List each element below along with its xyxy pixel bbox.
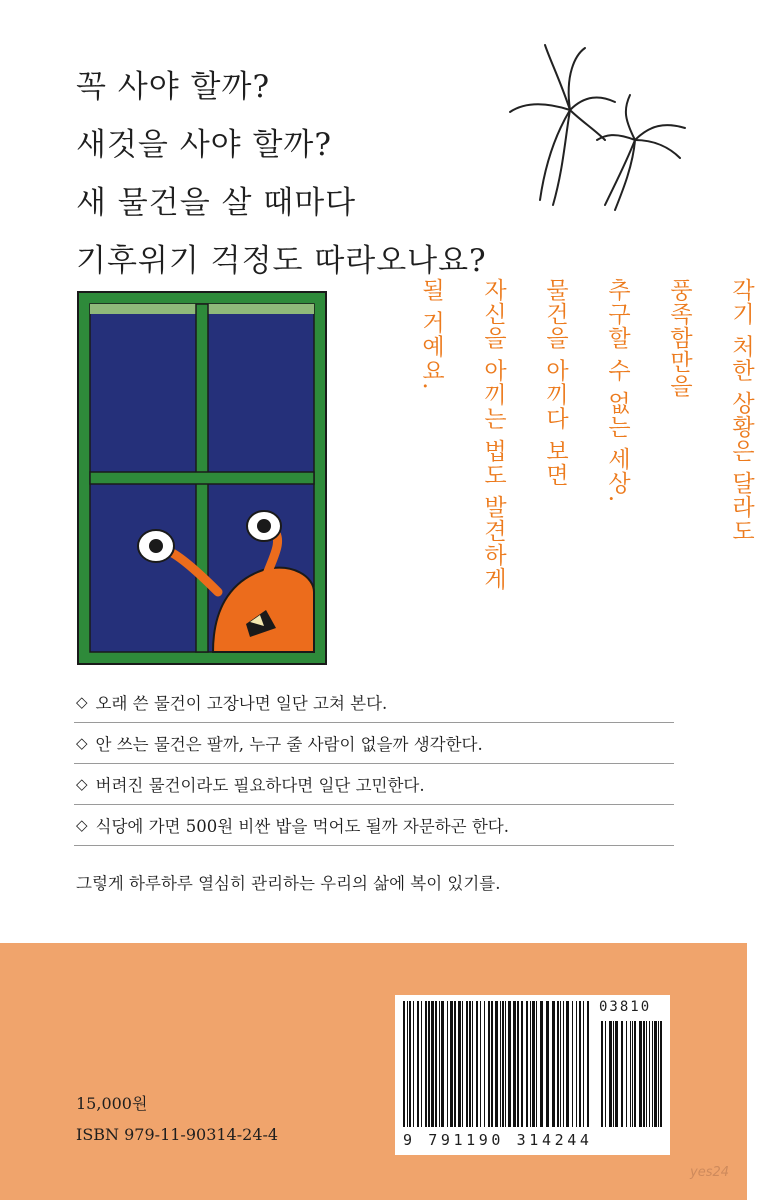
barcode-addon-bar <box>601 1021 603 1127</box>
barcode-bar <box>530 1001 531 1127</box>
barcode-bars <box>395 995 670 1135</box>
headline-line-3: 새 물건을 살 때마다 <box>76 185 357 221</box>
barcode-bar <box>466 1001 468 1127</box>
barcode-addon-bar <box>630 1021 631 1127</box>
vertical-line-1: 각기 처한 상황은 달라도 <box>728 278 754 543</box>
vertical-line-3: 추구할 수 없는 세상. <box>604 278 630 504</box>
barcode-addon-bar <box>639 1021 642 1127</box>
diamond-icon: ◇ <box>76 693 88 711</box>
barcode-bar <box>413 1001 414 1127</box>
isbn: ISBN 979-11-90314-24-4 <box>76 1125 279 1144</box>
barcode-addon-bar <box>654 1021 657 1127</box>
barcode-bar <box>469 1001 471 1127</box>
barcode-bar <box>536 1001 537 1127</box>
window-illustration <box>78 292 326 664</box>
headline-line-2: 새것을 사야 할까? <box>76 127 332 163</box>
barcode-bar <box>462 1001 463 1127</box>
list-item-text: 버려진 물건이라도 필요하다면 일단 고민한다. <box>95 776 425 795</box>
barcode-bar <box>428 1001 430 1127</box>
closing-text: 그렇게 하루하루 열심히 관리하는 우리의 삶에 복이 있기를. <box>76 874 501 893</box>
barcode-bar <box>447 1001 448 1127</box>
barcode-bar <box>472 1001 473 1127</box>
barcode-addon-bar <box>646 1021 647 1127</box>
barcode-bar <box>513 1001 516 1127</box>
barcode-digits: 9 791190 314244 <box>403 1131 593 1149</box>
barcode-bar <box>546 1001 549 1127</box>
list-item <box>74 805 674 846</box>
barcode-bar <box>532 1001 535 1127</box>
vertical-text <box>400 278 772 698</box>
barcode-bar <box>576 1001 577 1127</box>
barcode-bar <box>417 1001 419 1127</box>
barcode-bar <box>431 1001 434 1127</box>
barcode-bar <box>508 1001 511 1127</box>
barcode-addon: 03810 <box>599 999 652 1015</box>
barcode-bar <box>480 1001 481 1127</box>
barcode-addon-bar <box>652 1021 653 1127</box>
headline <box>76 58 487 290</box>
vertical-line-4: 물건을 아끼다 보면 <box>542 278 568 487</box>
barcode-addon-bar <box>634 1021 636 1127</box>
barcode-bar <box>552 1001 555 1127</box>
barcode-bar <box>517 1001 519 1127</box>
barcode-bar <box>488 1001 490 1127</box>
barcode-bar <box>583 1001 584 1127</box>
watermark: yes24 <box>690 1165 730 1180</box>
barcode-bar <box>435 1001 437 1127</box>
barcode-bar <box>491 1001 493 1127</box>
barcode-bar <box>572 1001 573 1127</box>
barcode-bar <box>502 1001 504 1127</box>
barcode-bar <box>521 1001 523 1127</box>
barcode-bar <box>409 1001 411 1127</box>
checklist <box>74 682 674 846</box>
barcode-addon-bar <box>621 1021 623 1127</box>
headline-line-1: 꼭 사야 할까? <box>76 69 271 105</box>
barcode-bar <box>526 1001 528 1127</box>
barcode-bar <box>579 1001 581 1127</box>
barcode-addon-bar <box>609 1021 612 1127</box>
barcode-bar <box>441 1001 444 1127</box>
barcode-addon-bar <box>658 1021 659 1127</box>
barcode-addon-bar <box>660 1021 662 1127</box>
barcode-bar <box>484 1001 485 1127</box>
barcode-bar <box>495 1001 498 1127</box>
barcode-bar <box>587 1001 589 1127</box>
diamond-icon: ◇ <box>76 775 88 793</box>
list-item <box>74 764 674 805</box>
barcode-addon-bar <box>626 1021 627 1127</box>
vertical-line-6: 될 거예요. <box>418 278 444 391</box>
barcode-bar <box>407 1001 408 1127</box>
barcode-addon-bar <box>605 1021 606 1127</box>
barcode-bar <box>500 1001 501 1127</box>
barcode-bar <box>425 1001 427 1127</box>
barcode-bar <box>403 1001 405 1127</box>
price: 15,000원 <box>76 1094 148 1113</box>
list-item <box>74 723 674 764</box>
barcode-bar <box>450 1001 453 1127</box>
barcode <box>395 995 670 1155</box>
plant-illustration <box>505 40 695 215</box>
barcode-addon-bar <box>649 1021 650 1127</box>
list-item-text: 식당에 가면 500원 비싼 밥을 먹어도 될까 자문하곤 한다. <box>95 817 509 836</box>
barcode-bar <box>557 1001 559 1127</box>
diamond-icon: ◇ <box>76 816 88 834</box>
headline-line-4: 기후위기 걱정도 따라오나요? <box>76 243 487 279</box>
barcode-bar <box>560 1001 561 1127</box>
barcode-bar <box>566 1001 569 1127</box>
barcode-bar <box>458 1001 461 1127</box>
barcode-bar <box>439 1001 440 1127</box>
barcode-addon-bar <box>615 1021 618 1127</box>
vertical-line-5: 자신을 아끼는 법도 발견하게 <box>480 278 506 591</box>
barcode-bar <box>421 1001 422 1127</box>
vertical-line-2: 풍족함만을 <box>666 278 692 398</box>
barcode-addon-bar <box>643 1021 645 1127</box>
diamond-icon: ◇ <box>76 734 88 752</box>
barcode-addon-bar <box>632 1021 633 1127</box>
list-item <box>74 682 674 723</box>
barcode-bar <box>563 1001 564 1127</box>
barcode-bar <box>540 1001 543 1127</box>
barcode-bar <box>476 1001 478 1127</box>
barcode-addon-bar <box>613 1021 614 1127</box>
barcode-bar <box>454 1001 456 1127</box>
list-item-text: 안 쓰는 물건은 팔까, 누구 줄 사람이 없을까 생각한다. <box>95 735 483 754</box>
list-item-text: 오래 쓴 물건이 고장나면 일단 고쳐 본다. <box>95 694 388 713</box>
barcode-bar <box>505 1001 506 1127</box>
